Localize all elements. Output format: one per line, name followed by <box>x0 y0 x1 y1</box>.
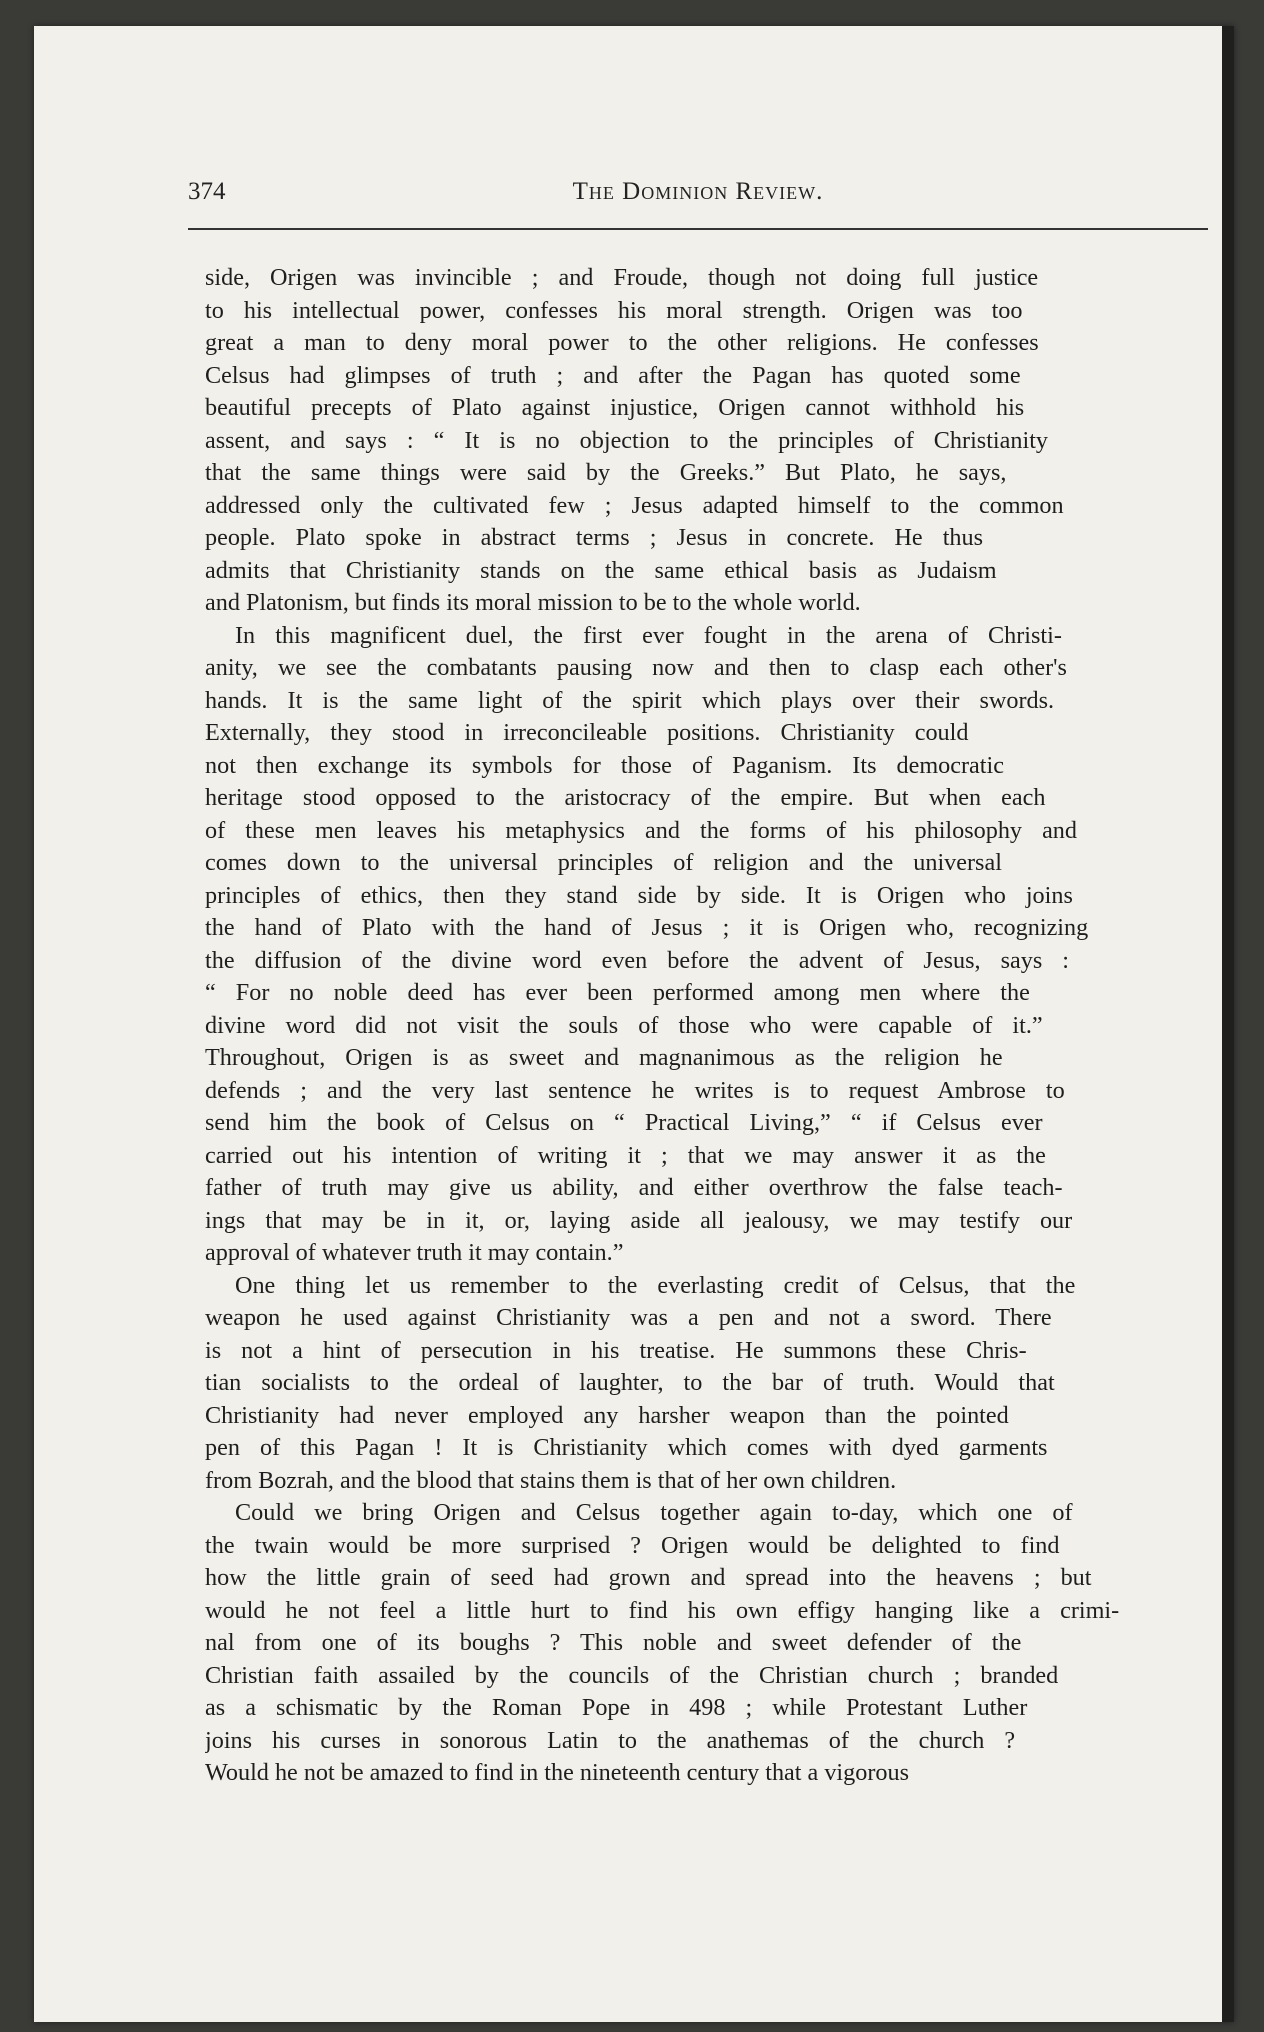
text-line: that the same things were said by the Greeks.” But Plato, he says, <box>205 459 1007 486</box>
body-text <box>205 262 1210 1790</box>
text-line: side, Origen was invincible ; and Froude, though not doing full justice <box>205 264 1039 291</box>
text-line: the diffusion of the divine word even before the advent of Jesus, says : <box>205 946 1070 974</box>
text-line: assent, and says : “ It is no objection to the principles of Christianity <box>205 426 1049 454</box>
text-line: beautiful precepts of Plato against injustice, Origen cannot withhold his <box>205 394 1025 421</box>
text-line: In this magnificent duel, the first ever fought in the arena of Christi- <box>235 621 1062 649</box>
page-binding-edge <box>1222 26 1234 2022</box>
text-line: is not a hint of persecution in his treatise. He summons these Chris- <box>205 1336 1027 1364</box>
text-line: heritage stood opposed to the aristocracy of the empire. But when each <box>205 784 1046 811</box>
text-line: defends ; and the very last sentence he writes is to request Ambrose to <box>205 1076 1065 1104</box>
text-line: One thing let us remember to the everlasting credit of Celsus, that the <box>235 1271 1076 1299</box>
text-line: tian socialists to the ordeal of laughter, to the bar of truth. Would that <box>205 1369 1055 1396</box>
text-line: approval of whatever truth it may contain.” <box>205 1239 624 1266</box>
text-line: Could we bring Origen and Celsus together again to-day, which one of <box>235 1499 1073 1526</box>
text-line: Would he not be amazed to find in the nineteenth century that a vigorous <box>205 1759 909 1786</box>
text-line: father of truth may give us ability, and either overthrow the false teach- <box>205 1174 1063 1201</box>
text-line: principles of ethics, then they stand side by side. It is Origen who joins <box>205 881 1073 909</box>
text-line: as a schismatic by the Roman Pope in 498 ; while Protestant Luther <box>205 1694 1028 1721</box>
text-line: Externally, they stood in irreconcileable positions. Christianity could <box>205 719 969 746</box>
text-line: addressed only the cultivated few ; Jesus adapted himself to the common <box>205 491 1064 519</box>
text-line: Celsus had glimpses of truth ; and after the Pagan has quoted some <box>205 361 1021 389</box>
text-line: to his intellectual power, confesses his moral strength. Origen was too <box>205 296 1023 324</box>
text-line: “ For no noble deed has ever been performed among men where the <box>205 979 1030 1006</box>
text-line: admits that Christianity stands on the same ethical basis as Judaism <box>205 556 997 584</box>
text-line: joins his curses in sonorous Latin to the anathemas of the church ? <box>205 1726 1016 1754</box>
text-line: hands. It is the same light of the spirit which plays over their swords. <box>205 686 1055 714</box>
text-line: anity, we see the combatants pausing now and then to clasp each other's <box>205 654 1067 681</box>
text-line: the twain would be more surprised ? Origen would be delighted to find <box>205 1531 1060 1559</box>
text-line: Christian faith assailed by the councils of the Christian church ; branded <box>205 1661 1059 1689</box>
text-line: nal from one of its boughs ? This noble and sweet defender of the <box>205 1629 1022 1656</box>
text-line: comes down to the universal principles of religion and the universal <box>205 849 1002 876</box>
text-line: would he not feel a little hurt to find his own effigy hanging like a crimi- <box>205 1596 1120 1624</box>
text-line: people. Plato spoke in abstract terms ; Jesus in concrete. He thus <box>205 524 984 551</box>
text-line: ings that may be in it, or, laying aside all jealousy, we may testify our <box>205 1206 1073 1234</box>
text-line: and Platonism, but finds its moral mission to be to the whole world. <box>205 589 861 616</box>
text-line: from Bozrah, and the blood that stains them is that of her own children. <box>205 1466 897 1494</box>
text-line: send him the book of Celsus on “ Practical Living,” “ if Celsus ever <box>205 1109 1043 1136</box>
header-rule <box>188 228 1208 230</box>
text-line: how the little grain of seed had grown and spread into the heavens ; but <box>205 1564 1092 1591</box>
text-line: not then exchange its symbols for those of Paganism. Its democratic <box>205 751 1004 779</box>
text-line: pen of this Pagan ! It is Christianity which comes with dyed garments <box>205 1434 1048 1461</box>
page-number: 374 <box>188 178 226 205</box>
text-line: divine word did not visit the souls of those who were capable of it.” <box>205 1011 1043 1039</box>
text-line: of these men leaves his metaphysics and the forms of his philosophy and <box>205 816 1077 844</box>
text-line: Throughout, Origen is as sweet and magnanimous as the religion he <box>205 1044 1003 1071</box>
text-line: Christianity had never employed any harsher weapon than the pointed <box>205 1401 1009 1429</box>
page-header <box>188 178 1208 218</box>
text-line: the hand of Plato with the hand of Jesus ; it is Origen who, recognizing <box>205 914 1089 941</box>
text-line: weapon he used against Christianity was a pen and not a sword. There <box>205 1304 1052 1331</box>
text-line: carried out his intention of writing it ; that we may answer it as the <box>205 1141 1046 1169</box>
text-line: great a man to deny moral power to the other religions. He confesses <box>205 329 1039 356</box>
running-title: The Dominion Review. <box>572 178 824 205</box>
